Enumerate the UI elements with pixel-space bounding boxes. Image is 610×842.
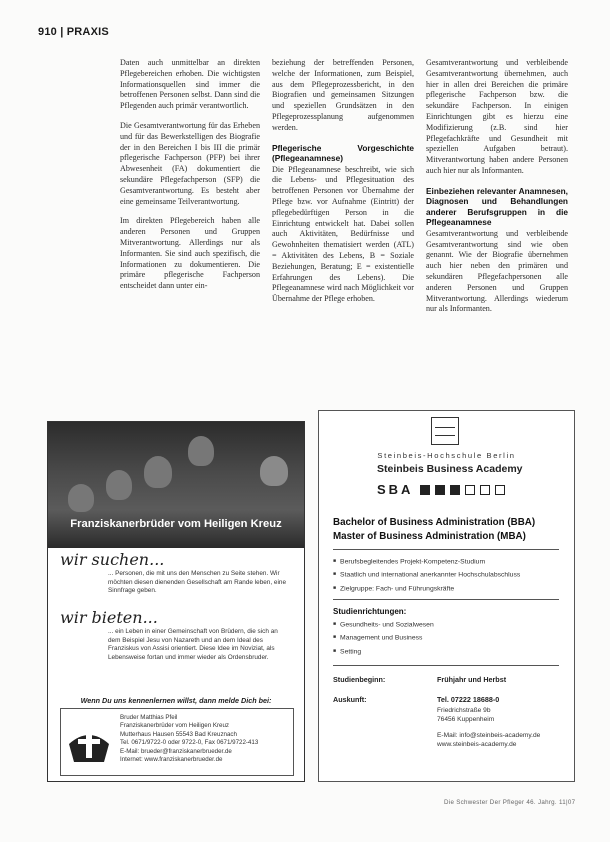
postal-address <box>437 706 494 724</box>
filled-square-icon <box>450 485 460 495</box>
focus-item: ■ Setting <box>333 645 569 658</box>
contact-line: Internet: www.franziskanerbrueder.de <box>120 756 223 764</box>
empty-square-icon <box>480 485 490 495</box>
start-value: Frühjahr und Herbst <box>437 675 507 684</box>
feature-item: ■ Berufsbegleitendes Projekt-Kompetenz-Studium <box>333 555 569 568</box>
person-figure <box>260 456 288 486</box>
paragraph: Gesamtverantwortung und verbleibende Gesamtverantwortung sind wie oben genannt. Wie der Biografie übernehmen auch hier neben den primären und sekundären Pflegefachpersonen alle anderen Personen und Gruppen Mitverantwortung. Allerdings wiederum nur als Informanten. <box>426 228 568 314</box>
article-column-3 <box>426 58 568 324</box>
feature-item: ■ Zielgruppe: Fach- und Führungskräfte <box>333 582 569 595</box>
contact-line: Mutterhaus Hausen 55543 Bad Kreuznach <box>120 730 237 738</box>
section-heading: Pflegerische Vorgeschichte (Pflegeanamnese) <box>272 142 414 164</box>
start-label: Studienbeginn: <box>333 675 386 684</box>
contact-line: E-Mail: brueder@franziskanerbrueder.de <box>120 747 232 755</box>
paragraph: Die Gesamtverantwortung für das Erheben und für das Bewerkstelligen des Biografie der in den Bereichen I bis III die primär pflegerische Fachperson (PFP) bei ihrer Abwesenheit (FA) dokumentiert die sekundäre Pflegefachperson (SFP) die Gesamtverantwortung. Es besteht aber eine gemeinsame Teilverantwortung. <box>120 120 260 206</box>
script-heading: wir bieten... <box>60 608 158 627</box>
email-link[interactable]: E-Mail: info@steinbeis-academy.de <box>437 732 541 739</box>
contact-details <box>120 714 258 764</box>
ad-paragraph: ... ein Leben in einer Gemeinschaft von Brüdern, die sich an dem Beispiel Jesu von Nazareth und an dem Ideal des Franziskus von Assisi orientiert. Diese Idee im Noviziat, als Lebensweise fortan und immer wieder als Ordensbruder. <box>108 628 278 661</box>
academy-name: Steinbeis Business Academy <box>377 463 523 475</box>
info-label: Auskunft: <box>333 695 367 704</box>
degree-mba: Master of Business Administration (MBA) <box>333 531 526 542</box>
contact-line: Franziskanerbrüder vom Heiligen Kreuz <box>120 722 230 730</box>
paragraph: Daten auch unmittelbar an direkten Pflegebereichen erhoben. Die wichtigsten Informationsquellen sind immer die betroffenen Personen selbst. Dann sind die Pflegenden auch primär verantwortlich. <box>120 58 260 111</box>
page-header: 910 | PRAXIS <box>38 26 109 38</box>
focus-item: ■ Management und Business <box>333 631 569 644</box>
divider <box>333 599 559 600</box>
article-column-2 <box>272 58 414 314</box>
ad-banner-title: Franziskanerbrüder vom Heiligen Kreuz <box>70 518 282 530</box>
phone-number: Tel. 07222 18688-0 <box>437 695 500 704</box>
page-footer: Die Schwester Der Pfleger 46. Jahrg. 11|07 <box>444 799 576 806</box>
paragraph: Gesamtverantwortung und verbleibende Gesamtverantwortung übernehmen, auch hier in allen drei Bereichen die primäre pflegerische Fachperson bzw. die sekundäre Fachperson. In einigen Einrichtungen gibt es hierzu eine Modifizierung (z.B. sind hier Pflegefachkräfte und Gesundheit mit speziellen Aufgaben betraut). Mitverantwortung haben andere Personen auch hier nur als Informanten. <box>426 58 568 175</box>
filled-square-icon <box>420 485 430 495</box>
steinbeis-logo-icon <box>431 417 459 445</box>
feature-list <box>333 555 569 595</box>
empty-square-icon <box>465 485 475 495</box>
cross-emblem-icon <box>64 722 114 766</box>
person-figure <box>68 484 94 512</box>
focus-item: ■ Gesundheits- und Sozialwesen <box>333 618 569 631</box>
university-name: Steinbeis-Hochschule Berlin <box>377 451 516 460</box>
sba-logo <box>377 482 505 497</box>
web-contact <box>437 731 540 749</box>
paragraph: Im direkten Pflegebereich haben alle anderen Personen und Gruppen Mitverantwortung. Allerdings nur als Informanten. Sie sind auch spezifisch, die Informationen zu dokumentieren. Die primäre pflegerische Fachperson entscheidet dann unter ein- <box>120 216 260 291</box>
paragraph: Die Pflegeanamnese beschreibt, wie sich die Lebens- und Pflegesituation des betroffenen Personen vor Übernahme der Pflege bzw. vor Aufnahme (Eintritt) der pflegebedürftigen Person in die Einrichtung entwickelt hat. Dabei sollen auch Aktivitäten, Bedürfnisse und Gewohnheiten thematisiert werden (ATL) = Aktivitäten des Lebens, B = Soziale Beziehungen, Beratung; E = existentielle Erfahrungen des Lebens). Die Pflegeanamnese wird nach Möglichkeit vor Übernahme der Pflege erhoben. <box>272 164 414 304</box>
invitation-line: Wenn Du uns kennenlernen willst, dann melde Dich bei: <box>80 696 272 705</box>
business-academy-advertisement <box>318 410 575 782</box>
filled-square-icon <box>435 485 445 495</box>
degree-bba: Bachelor of Business Administration (BBA) <box>333 517 536 528</box>
person-figure <box>106 470 132 500</box>
address-line: Friedrichstraße 9b <box>437 707 491 714</box>
person-figure <box>144 456 172 488</box>
sba-wordmark: SBA <box>377 482 414 497</box>
contact-line: Tel. 0671/9722-0 oder 9722-0, Fax 0671/9722-413 <box>120 739 259 747</box>
focus-title: Studienrichtungen: <box>333 607 407 616</box>
franciscan-advertisement <box>47 421 305 782</box>
section-heading: Einbeziehen relevanter Anamnesen, Diagnosen und Behandlungen anderer Berufsgruppen in die Pflegeanamnese <box>426 185 568 228</box>
article-column-1 <box>120 58 260 301</box>
website-link[interactable]: www.steinbeis-academy.de <box>437 741 517 748</box>
divider <box>333 665 559 666</box>
script-heading: wir suchen... <box>60 550 165 569</box>
divider <box>333 549 559 550</box>
address-line: 76456 Kuppenheim <box>437 716 495 723</box>
focus-list <box>333 618 569 658</box>
empty-square-icon <box>495 485 505 495</box>
feature-item: ■ Staatlich und international anerkannter Hochschulabschluss <box>333 568 569 581</box>
contact-line: Bruder Matthias Pfeil <box>120 714 178 721</box>
ad-paragraph: ... Personen, die mit uns den Menschen zu Seite stehen. Wir möchten diesen dienenden Gesellschaft am Rande leben, eine Sinnfrage geben. <box>108 570 286 595</box>
person-figure <box>188 436 214 466</box>
paragraph: beziehung der betreffenden Personen, welche der Informationen, zum Beispiel, aus dem Pflegeprozessbericht, in den Biografien und gemeinsamen Sitzungen und speziellen Grundsätzen in den Pflegeprozessplanung aufgenommen werden. <box>272 58 414 132</box>
